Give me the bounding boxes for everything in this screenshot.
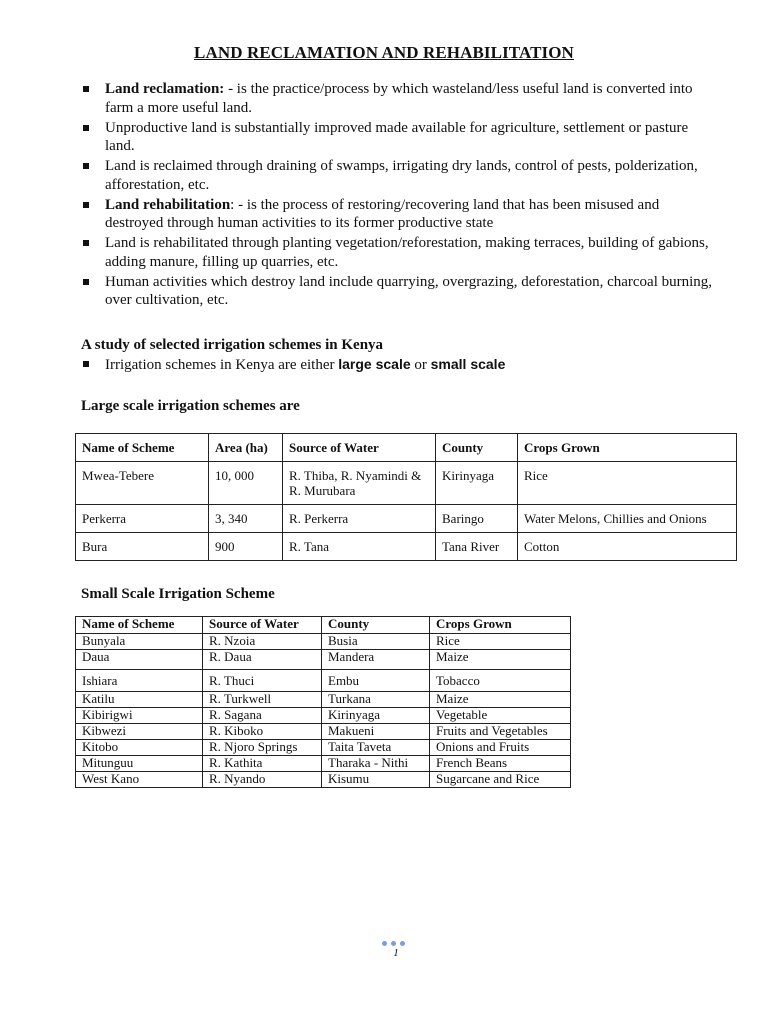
page-title: LAND RECLAMATION AND REHABILITATION	[194, 43, 574, 62]
table-cell: 900	[209, 533, 283, 561]
table-row	[76, 670, 571, 692]
small-scale-heading: Small Scale Irrigation Scheme	[81, 586, 275, 602]
small-scale-term: small scale	[430, 356, 506, 372]
large-scale-term: large scale	[338, 356, 411, 372]
table-cell: West Kano	[76, 772, 203, 788]
table-cell: R. Thiba, R. Nyamindi & R. Murubara	[283, 462, 436, 505]
table-row	[76, 462, 737, 505]
list-item	[81, 119, 721, 156]
table-cell: Rice	[430, 634, 571, 650]
table-cell: Katilu	[76, 692, 203, 708]
table-cell: R. Nzoia	[203, 634, 322, 650]
table-cell: Onions and Fruits	[430, 740, 571, 756]
bullet-text: Unproductive land is substantially improved made available for agriculture, settlement or pasture land.	[105, 119, 689, 154]
table-cell: Vegetable	[430, 708, 571, 724]
table-row	[76, 692, 571, 708]
table-cell: Busia	[322, 634, 430, 650]
table-cell: Ishiara	[76, 670, 203, 692]
column-header: County	[322, 617, 430, 634]
table-cell: R. Kiboko	[203, 724, 322, 740]
study-heading: A study of selected irrigation schemes in Kenya	[81, 337, 384, 353]
study-list	[81, 355, 721, 374]
table-cell: Kirinyaga	[322, 708, 430, 724]
column-header: Source of Water	[283, 434, 436, 462]
table-cell: Kibwezi	[76, 724, 203, 740]
bullet-text: Land is reclaimed through draining of swamps, irrigating dry lands, control of pests, polderization, afforestation, etc.	[105, 158, 698, 193]
table-cell: R. Nyando	[203, 772, 322, 788]
small-scale-table	[75, 616, 571, 788]
table-row	[76, 772, 571, 788]
column-header: County	[436, 434, 518, 462]
definitions-list	[81, 80, 721, 311]
list-item	[81, 80, 721, 117]
dot	[382, 941, 387, 946]
table-cell: Daua	[76, 650, 203, 670]
large-scale-table	[75, 433, 737, 561]
table-cell: Tharaka - Nithi	[322, 756, 430, 772]
list-item	[81, 355, 721, 374]
bullet-bold: Land reclamation:	[105, 81, 225, 97]
table-cell: Kisumu	[322, 772, 430, 788]
list-item	[81, 196, 721, 233]
table-cell: Sugarcane and Rice	[430, 772, 571, 788]
table-cell: Tana River	[436, 533, 518, 561]
dot	[391, 941, 396, 946]
table-cell: R. Tana	[283, 533, 436, 561]
bullet-text: : - is the process of restoring/recovering land that has been misused and destroyed through human activities to its former productive state	[105, 196, 660, 231]
table-header-row	[76, 617, 571, 634]
table-cell: Mandera	[322, 650, 430, 670]
column-header: Source of Water	[203, 617, 322, 634]
table-cell: Kirinyaga	[436, 462, 518, 505]
table-row	[76, 634, 571, 650]
table-row	[76, 756, 571, 772]
table-cell: Mitunguu	[76, 756, 203, 772]
column-header: Crops Grown	[430, 617, 571, 634]
table-cell: Taita Taveta	[322, 740, 430, 756]
table-cell: Maize	[430, 650, 571, 670]
table-cell: R. Kathita	[203, 756, 322, 772]
large-scale-heading: Large scale irrigation schemes are	[81, 398, 300, 414]
bullet-text: - is the practice/process by which wasteland/less useful land is converted into farm a more useful land.	[105, 81, 693, 116]
column-header: Crops Grown	[518, 434, 737, 462]
column-header: Area (ha)	[209, 434, 283, 462]
table-row	[76, 505, 737, 533]
table-row	[76, 650, 571, 670]
table-cell: Cotton	[518, 533, 737, 561]
table-cell: Kitobo	[76, 740, 203, 756]
table-cell: R. Thuci	[203, 670, 322, 692]
column-header: Name of Scheme	[76, 617, 203, 634]
table-cell: Embu	[322, 670, 430, 692]
table-cell: Kibirigwi	[76, 708, 203, 724]
table-cell: 3, 340	[209, 505, 283, 533]
table-cell: R. Perkerra	[283, 505, 436, 533]
table-cell: Bunyala	[76, 634, 203, 650]
table-cell: R. Njoro Springs	[203, 740, 322, 756]
list-item	[81, 157, 721, 194]
column-header: Name of Scheme	[76, 434, 209, 462]
bullet-text: Land is rehabilitated through planting vegetation/reforestation, making terraces, building of gabions, adding manure, filling up quarries, etc.	[105, 235, 709, 270]
table-cell: Turkana	[322, 692, 430, 708]
table-cell: Baringo	[436, 505, 518, 533]
table-cell: Fruits and Vegetables	[430, 724, 571, 740]
table-row	[76, 708, 571, 724]
bullet-text: Human activities which destroy land include quarrying, overgrazing, deforestation, charcoal burning, over cultivation, etc.	[105, 273, 713, 308]
table-row	[76, 724, 571, 740]
table-row	[76, 533, 737, 561]
table-header-row	[76, 434, 737, 462]
table-row	[76, 740, 571, 756]
table-cell: Tobacco	[430, 670, 571, 692]
page-number: 1	[393, 947, 399, 959]
dot	[400, 941, 405, 946]
table-cell: R. Daua	[203, 650, 322, 670]
table-cell: Mwea-Tebere	[76, 462, 209, 505]
table-cell: 10, 000	[209, 462, 283, 505]
study-text: Irrigation schemes in Kenya are either	[105, 357, 339, 373]
table-cell: Makueni	[322, 724, 430, 740]
table-cell: Rice	[518, 462, 737, 505]
table-cell: Perkerra	[76, 505, 209, 533]
table-cell: R. Sagana	[203, 708, 322, 724]
table-cell: Maize	[430, 692, 571, 708]
bullet-bold: Land rehabilitation	[105, 196, 231, 213]
table-cell: Bura	[76, 533, 209, 561]
table-cell: R. Turkwell	[203, 692, 322, 708]
table-cell: Water Melons, Chillies and Onions	[518, 505, 737, 533]
list-item	[81, 273, 721, 310]
table-cell: French Beans	[430, 756, 571, 772]
list-item	[81, 234, 721, 271]
study-text-mid: or	[410, 357, 431, 373]
